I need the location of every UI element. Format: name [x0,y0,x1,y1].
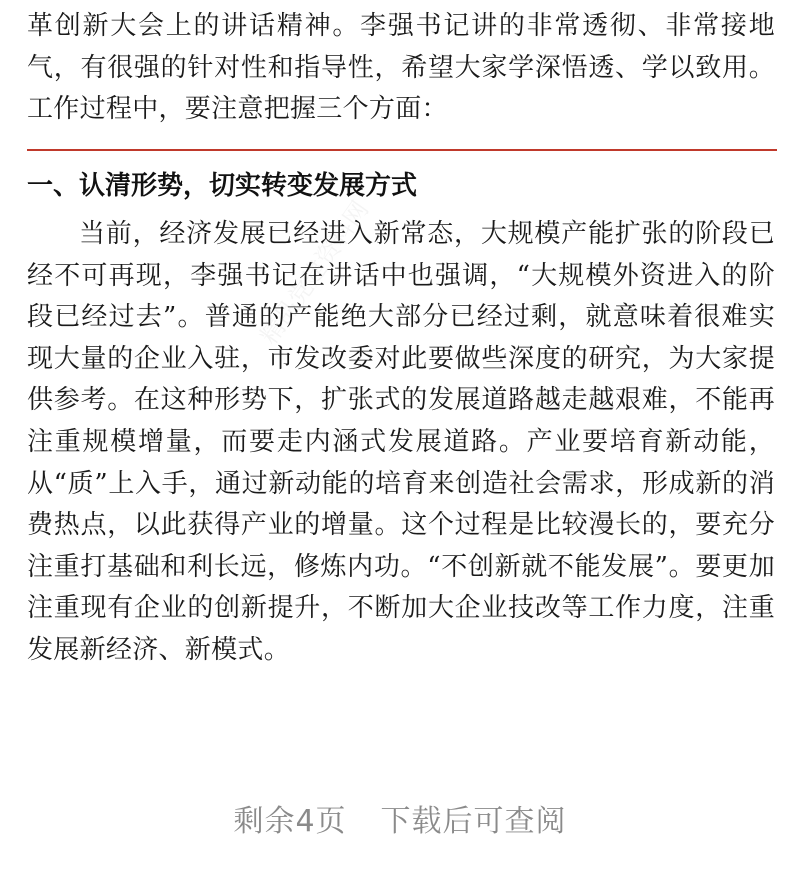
watermark-text: 精品党建资料网 [254,195,375,350]
remaining-pages-text: 剩余4页 [233,804,347,839]
section-divider [27,149,777,151]
remaining-pages-notice[interactable] [0,796,800,840]
download-hint-text: 下载后可查阅 [380,804,567,839]
section-heading: 一、认清形势，切实转变发展方式 [27,171,418,201]
body-paragraph: 当前，经济发展已经进入新常态，大规模产能扩张的阶段已经不可再现，李强书记在讲话中也强调，“大规模外资进入的阶段已经过去”。普通的产能绝大部分已经过剩，就意味着很难实现大量的企业入驻，市发改委对此要做些深度的研究，为大家提供参考。在这种形势下，扩张式的发展道路越走越艰难，不能再注重规模增量，而要走内涵式发展道路。产业要培育新动能，从“质”上入手，通过新动能的培育来创造社会需求，形成新的消费热点，以此获得产业的增量。这个过程是比较漫长的，要充分注重打基础和利长远，修炼内功。“不创新就不能发展”。要更加注重现有企业的创新提升，不断加大企业技改等工作力度，注重发展新经济、新模式。 [27,219,775,665]
intro-paragraph: 革创新大会上的讲话精神。李强书记讲的非常透彻、非常接地气，有很强的针对性和指导性，希望大家学深悟透、学以致用。工作过程中，要注意把握三个方面： [27,11,775,125]
